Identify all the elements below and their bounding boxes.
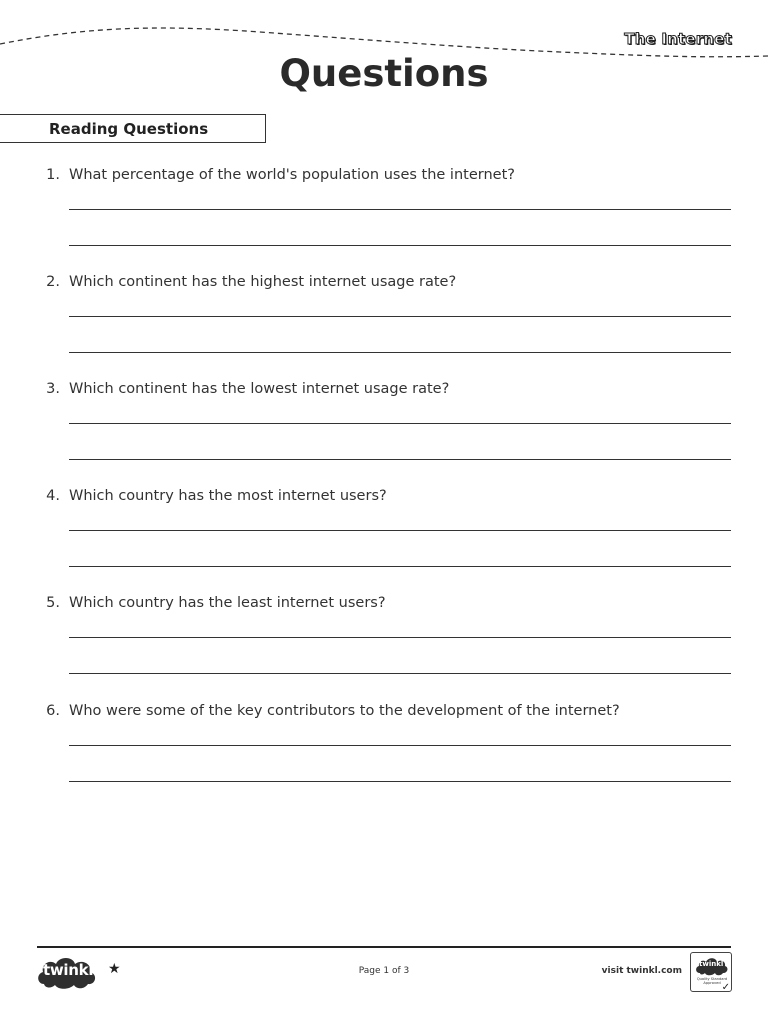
section-heading: Reading Questions	[49, 120, 209, 138]
question-number: 5.	[46, 595, 60, 611]
question-number: 3.	[46, 381, 60, 397]
answer-line[interactable]	[69, 637, 731, 638]
check-icon: ✓	[721, 982, 730, 993]
question-number: 1.	[46, 167, 60, 183]
question-number: 2.	[46, 274, 60, 290]
logo-text: twinkl	[43, 961, 94, 979]
question-text: Who were some of the key contributors to the development of the internet?	[69, 703, 620, 719]
topic-label: The Internet	[624, 30, 732, 48]
answer-line[interactable]	[69, 745, 731, 746]
answer-line[interactable]	[69, 245, 731, 246]
answer-line[interactable]	[69, 423, 731, 424]
question-number: 4.	[46, 488, 60, 504]
question-text: Which country has the most internet users?	[69, 488, 387, 504]
badge-caption: Quality Standard Approved	[696, 977, 728, 986]
question-text: Which continent has the highest internet usage rate?	[69, 274, 457, 290]
question-text: Which country has the least internet users?	[69, 595, 386, 611]
answer-line[interactable]	[69, 316, 731, 317]
visit-link[interactable]: visit twinkl.com	[601, 966, 682, 976]
quality-badge	[690, 952, 732, 992]
footer-divider	[37, 946, 731, 948]
section-heading-box	[0, 114, 266, 143]
answer-line[interactable]	[69, 209, 731, 210]
page-title: Questions	[279, 52, 489, 95]
answer-line[interactable]	[69, 530, 731, 531]
page-number: Page 1 of 3	[358, 966, 410, 976]
answer-line[interactable]	[69, 566, 731, 567]
answer-line[interactable]	[69, 673, 731, 674]
question-text: Which continent has the lowest internet usage rate?	[69, 381, 450, 397]
answer-line[interactable]	[69, 352, 731, 353]
star-icon: ★	[108, 961, 121, 977]
answer-line[interactable]	[69, 459, 731, 460]
question-number: 6.	[46, 703, 60, 719]
question-text: What percentage of the world's population uses the internet?	[69, 167, 515, 183]
badge-logo-text: twinkl	[699, 960, 724, 968]
answer-line[interactable]	[69, 781, 731, 782]
